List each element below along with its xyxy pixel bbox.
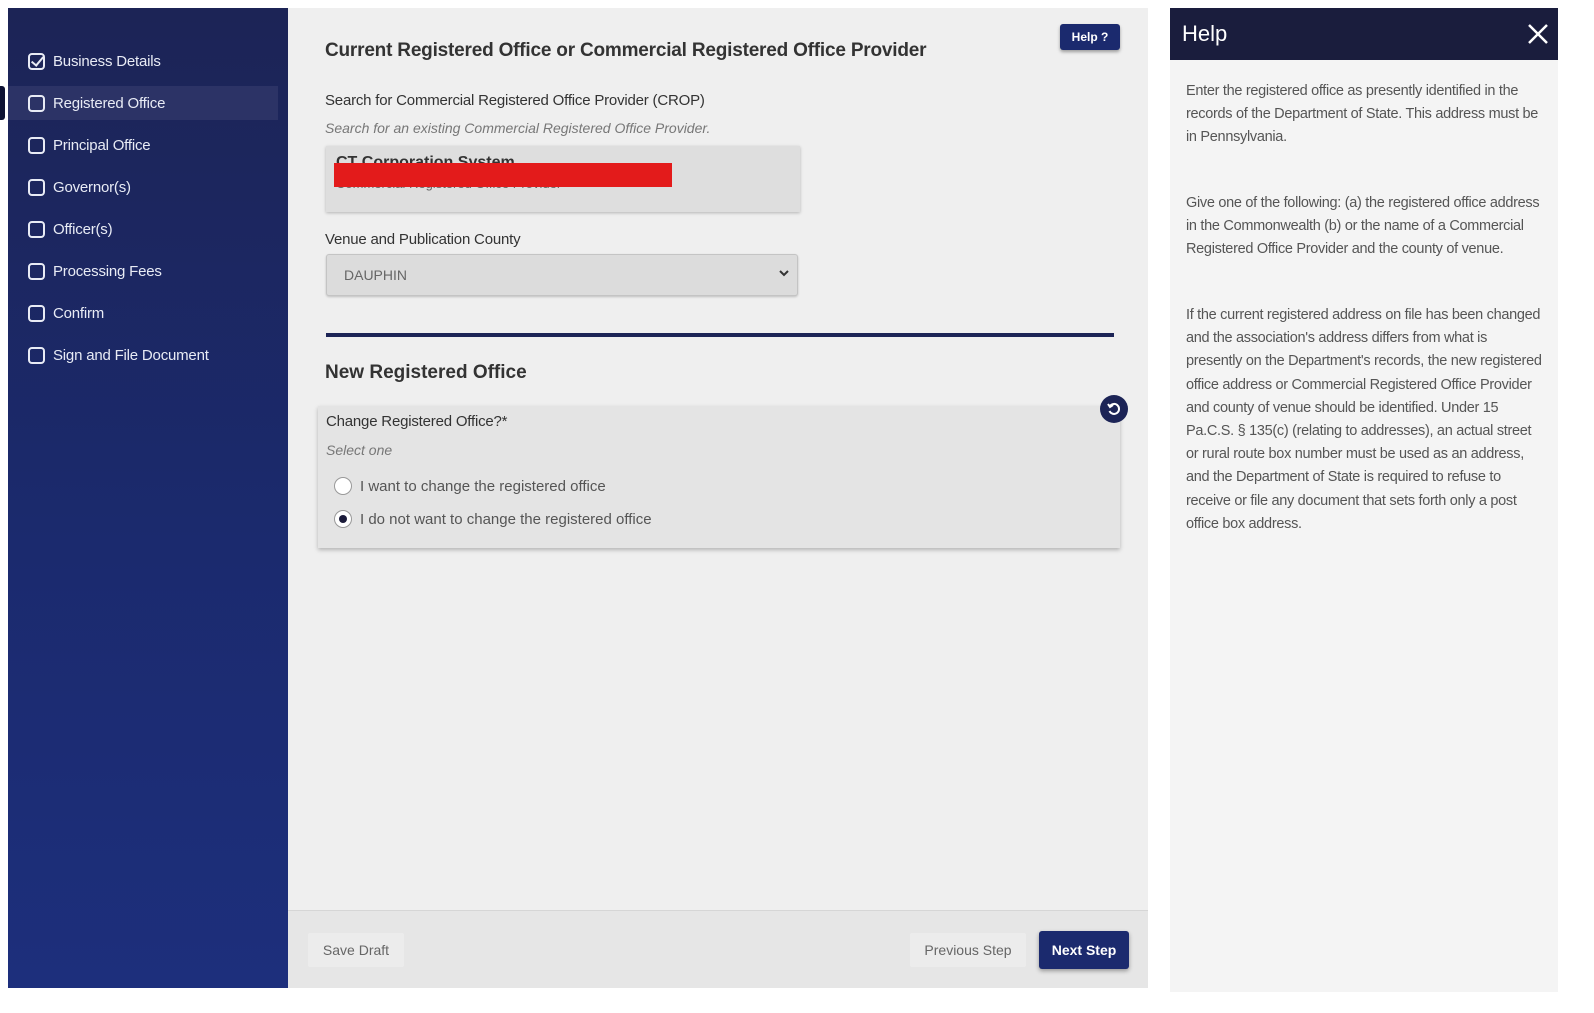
sidebar-item-registered-office[interactable] xyxy=(8,86,278,120)
previous-step-button[interactable]: Previous Step xyxy=(910,933,1026,967)
sidebar-item-label: Registered Office xyxy=(53,94,166,112)
sidebar-item-governors[interactable] xyxy=(8,170,278,204)
sidebar-item-sign-and-file[interactable] xyxy=(8,338,278,372)
checkbox-icon xyxy=(28,305,45,322)
radio-button-selected[interactable] xyxy=(334,510,352,528)
checkbox-icon xyxy=(28,179,45,196)
section-divider xyxy=(326,333,1114,337)
main-form xyxy=(288,8,1148,988)
help-title: Help xyxy=(1182,21,1228,46)
close-icon[interactable] xyxy=(1526,22,1550,46)
radio-option-no-change[interactable] xyxy=(334,510,652,528)
sidebar-item-officers[interactable] xyxy=(8,212,278,246)
chevron-down-icon xyxy=(779,268,789,278)
help-paragraph: Enter the registered office as presently identified in the records of the Department of State. This address must be in Pennsylvania. xyxy=(1186,83,1539,146)
radio-label: I do not want to change the registered office xyxy=(360,510,652,528)
reset-icon[interactable] xyxy=(1100,395,1128,423)
crop-label: Search for Commercial Registered Office Provider (CROP) xyxy=(325,92,705,109)
county-label: Venue and Publication County xyxy=(325,231,521,248)
sidebar-item-label: Principal Office xyxy=(53,136,151,154)
help-header xyxy=(1170,8,1558,60)
checkbox-icon xyxy=(28,95,45,112)
radio-option-change[interactable] xyxy=(334,477,606,495)
section-title: Current Registered Office or Commercial Registered Office Provider xyxy=(325,40,927,61)
sidebar-item-principal-office[interactable] xyxy=(8,128,278,162)
checkbox-checked-icon xyxy=(28,53,45,70)
sidebar-item-label: Processing Fees xyxy=(53,262,162,280)
sidebar-item-confirm[interactable] xyxy=(8,296,278,330)
form-footer xyxy=(288,910,1148,988)
sidebar-item-label: Business Details xyxy=(53,52,161,70)
radio-button[interactable] xyxy=(334,477,352,495)
sidebar-item-processing-fees[interactable] xyxy=(8,254,278,288)
change-office-hint: Select one xyxy=(326,442,393,458)
crop-search-field[interactable] xyxy=(326,146,800,212)
help-paragraph: Give one of the following: (a) the registered office address in the Commonwealth (b) or the name of a Commercial Registered Office Provider and the county of venue. xyxy=(1186,195,1540,258)
next-step-button[interactable]: Next Step xyxy=(1039,931,1129,969)
crop-hint: Search for an existing Commercial Registered Office Provider. xyxy=(325,120,711,136)
county-select-value: DAUPHIN xyxy=(344,267,408,283)
help-paragraph: If the current registered address on file has been changed and the association's address differs from what is presently on the Department's records, the new registered office address or Commercial Registered Office Provider and county of venue should be identified. Under 15 Pa.C.S. § 135(c) (relating to addresses), an actual street or rural route box number must be used as an address, and the Department of State is required to refuse to receive or file any document that sets forth only a post office box address. xyxy=(1186,307,1542,532)
save-draft-button[interactable]: Save Draft xyxy=(308,933,404,967)
sidebar-item-label: Sign and File Document xyxy=(53,346,209,364)
sidebar-item-label: Officer(s) xyxy=(53,220,113,238)
checkbox-icon xyxy=(28,221,45,238)
radio-label: I want to change the registered office xyxy=(360,477,606,495)
new-office-title: New Registered Office xyxy=(325,362,527,383)
help-panel xyxy=(1170,8,1558,992)
redaction-bar xyxy=(334,163,672,187)
wizard-sidebar xyxy=(8,8,288,988)
help-button[interactable]: Help ? xyxy=(1060,24,1120,50)
checkbox-icon xyxy=(28,347,45,364)
sidebar-item-business-details[interactable] xyxy=(8,44,278,78)
change-office-card xyxy=(318,406,1120,548)
change-office-question: Change Registered Office?* xyxy=(326,413,508,430)
sidebar-item-label: Confirm xyxy=(53,304,105,322)
sidebar-item-label: Governor(s) xyxy=(53,178,131,196)
checkbox-icon xyxy=(28,263,45,280)
county-select[interactable] xyxy=(326,254,798,296)
checkbox-icon xyxy=(28,137,45,154)
